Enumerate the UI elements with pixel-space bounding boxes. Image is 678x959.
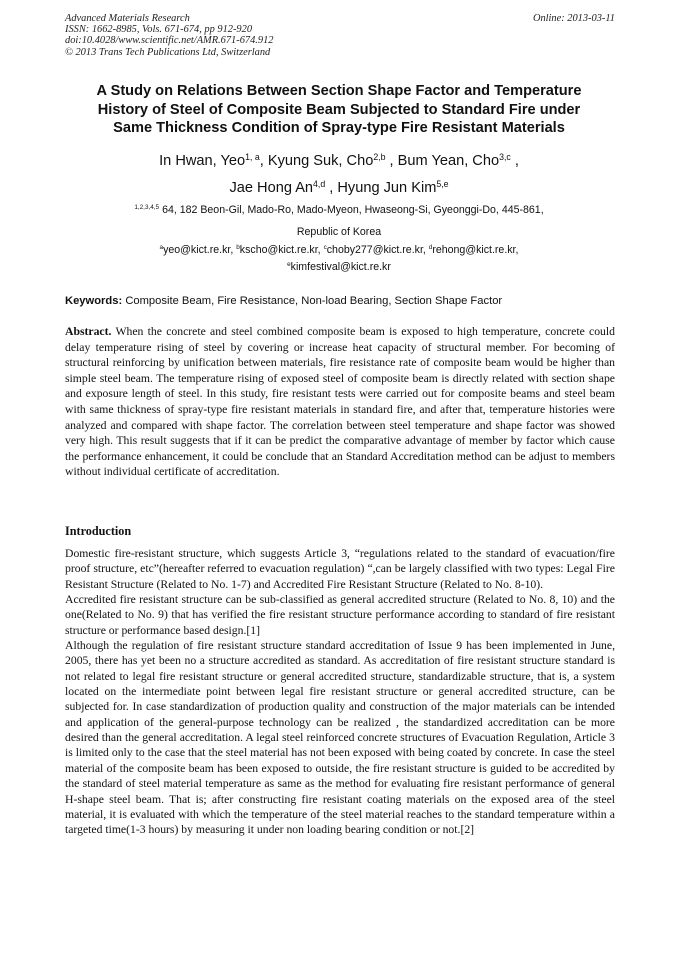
paragraph: Accredited fire resistant structure can be sub-classified as general accredited structure (Related to No. 8, 10) and the one(Related to No. 9) that has verified the fire resistant structure performance according to standard of fire resistant structure or performance based design.[1] xyxy=(65,593,615,637)
author-sup: 2,b xyxy=(373,151,386,162)
email-address: yeo@kict.re.kr, xyxy=(163,244,234,256)
author-sup: 5,e xyxy=(436,178,449,189)
affiliation-address: 64, 182 Beon-Gil, Mado-Ro, Mado-Myeon, Hwaseong-Si, Gyeonggi-Do, 445-861, xyxy=(162,204,544,216)
email-sup: a xyxy=(159,244,164,252)
keywords xyxy=(65,294,625,308)
keywords-text: Composite Beam, Fire Resistance, Non-load Bearing, Section Shape Factor xyxy=(125,295,503,307)
email-sup: e xyxy=(287,260,291,268)
email-address: choby277@kict.re.kr, xyxy=(326,244,426,256)
abstract xyxy=(65,324,615,480)
paragraph: Although the regulation of fire resistant structure standard accreditation of Issue 9 has been implemented in June, 2005, there has yet been no a structure accredited as standard. As accreditation of fire resistant structure standard is not related to legal fire resistant structure or general accredited structure, standardizable structure, that is, a system located on the intermediate point between legal fire resistant structure or general accredited structure, can be subjected for. In case standardization of production quality and construction of the major materials can be intended and application of the general-purpose technology can be realized , the standardized accreditation can be more desired than the general accreditation. A legal steel reinforced concrete structures of Evacuation Regulation, Article 3 is limited only to the case that the steel material has not been exposed with being coated by concrete. In case the steel material of the composite beam has been exposed to outside, the fire resistant structure is guided to be accredited by the standard of steel material temperature as same as the method for evaluating fire resistant performance of general H-shape steel beam. That is; after constructing fire resistant coating materials on the exposed area of the steel material, it is evaluated with which the temperature of the steel material reaches to the standard temperature within a targeted time(1-3 hours) by measuring it under non loading bearing condition or not.[2] xyxy=(65,639,615,837)
introduction-body xyxy=(65,546,615,838)
author-list xyxy=(55,148,623,202)
author-name: Hyung Jun Kim xyxy=(337,180,437,196)
affiliation xyxy=(55,200,623,243)
email-address: rehong@kict.re.kr, xyxy=(432,244,519,256)
title-line-3: Same Thickness Condition of Spray-type Fire Resistant Materials xyxy=(113,120,565,137)
journal-doi: doi:10.4028/www.scientific.net/AMR.671-674.912 xyxy=(65,35,274,47)
affiliation-address-line xyxy=(55,200,623,222)
author-name: In Hwan, Yeo xyxy=(159,153,246,169)
email-sup: b xyxy=(236,244,240,252)
abstract-label: Abstract. xyxy=(65,325,112,338)
author-emails xyxy=(55,243,623,276)
author-sup: 3,c xyxy=(499,151,511,162)
journal-issn: ISSN: 1662-8985, Vols. 671-674, pp 912-920 xyxy=(65,24,253,36)
title-line-2: History of Steel of Composite Beam Subjected to Standard Fire under xyxy=(97,101,581,118)
author-sup: 4,d xyxy=(313,178,326,189)
email-address: kscho@kict.re.kr, xyxy=(239,244,321,256)
keywords-label: Keywords: xyxy=(65,295,123,307)
authors-line-2: Jae Hong An$^{4,d}$ , Hyung Jun Kim$^{5,e}$ xyxy=(229,178,449,196)
email-sup: d xyxy=(428,244,433,252)
author-name: Bum Yean, Cho xyxy=(397,153,500,169)
email-address: kimfestival@kict.re.kr xyxy=(290,260,391,273)
abstract-text: When the concrete and steel combined composite beam is exposed to high temperature, concrete could delay temperature rising of steel by covering or increase heat capacity of structural member. For becoming of structural reinforcing by unification between materials, fire resistance rate of composite beam would be higher than simple steel beam. The temperature rising of exposed steel of composite beam is directly related with section shape and exposure length of steel. In this study, fire resistant tests were carried out for composite beams and steel beam with same thickness of spray-type fire resistant materials in standard fire, and after that, temperature histories were analyzed and compared with shape factor. The correlation between steel temperature and shape factor was showed very high. This result suggests that if it can be predict the comparative advantage of member by factor which cause the performance enhancement, it could be conclude that an Standard Accreditation method can be adjust to members without individual certificate of accreditation. xyxy=(65,325,615,479)
email-sup: c xyxy=(323,244,327,252)
title-line-1: A Study on Relations Between Section Shape Factor and Temperature xyxy=(96,83,582,99)
journal-copyright: © 2013 Trans Tech Publications Ltd, Switzerland xyxy=(65,46,271,58)
authors-line-1: In Hwan, Yeo$^{1, a}$, Kyung Suk, Cho$^{2,b}$ , Bum Yean, Cho$^{3,c}$ , xyxy=(159,151,519,169)
author-name: Jae Hong An xyxy=(229,180,314,196)
section-heading: Introduction xyxy=(65,524,132,538)
author-name: Kyung Suk, Cho xyxy=(267,153,374,169)
paragraph: Domestic fire-resistant structure, which suggests Article 3, “regulations related to the standard of evacuation/fire proof structure, etc”(hereafter referred to evacuation regulation) “,can be largely classified with two types: Legal Fire Resistant Structure (Related to No. 1-7) and Accredited Fire Resistant Structure (Related to No. 8-10). xyxy=(65,547,615,591)
author-sup: 1, a xyxy=(245,151,260,162)
emails-line-1 xyxy=(55,243,623,260)
affiliation-country: Republic of Korea xyxy=(296,226,382,238)
paper-title xyxy=(55,82,623,138)
journal-header xyxy=(65,13,615,58)
emails-line-2 xyxy=(55,260,623,277)
affiliation-sup: 1,2,3,4,5 xyxy=(134,204,160,212)
online-date: Online: 2013-03-11 xyxy=(532,13,615,24)
journal-name: Advanced Materials Research xyxy=(65,13,190,24)
